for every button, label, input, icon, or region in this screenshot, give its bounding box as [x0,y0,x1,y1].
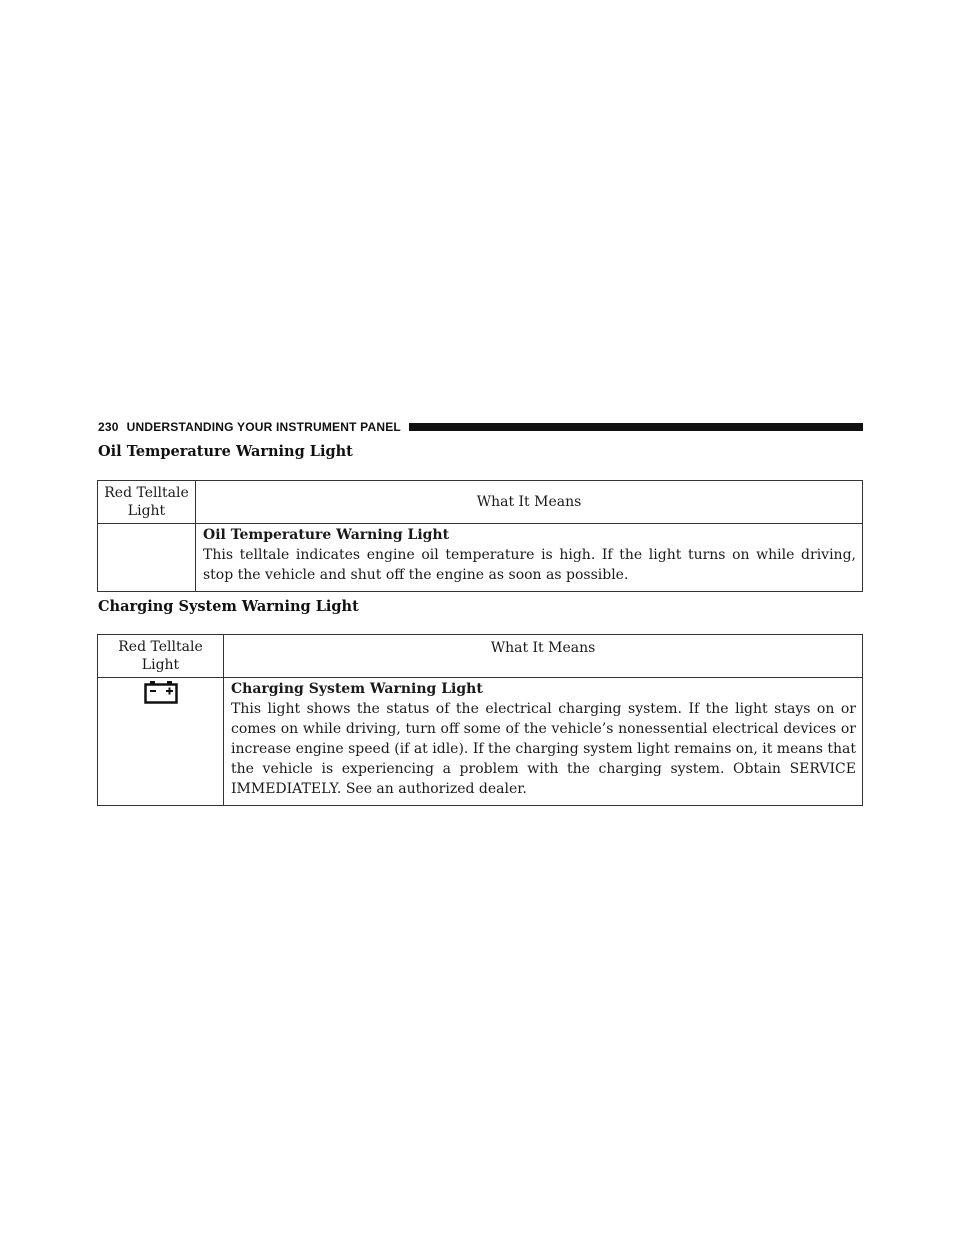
charging-system-table [97,634,863,806]
row-title: Oil Temperature Warning Light [203,527,450,543]
table-header-row [98,481,863,524]
oil-temperature-table [97,480,863,592]
row-text: This telltale indicates engine oil temperature is high. If the light turns on while driving, stop the vehicle and shut off the engine as soon as possible. [203,547,856,583]
section-title-charging-system: Charging System Warning Light [98,598,359,615]
battery-icon [143,679,179,705]
page-header [98,419,863,435]
column-header-telltale: Red Telltale Light [98,481,196,524]
section-heading: UNDERSTANDING YOUR INSTRUMENT PANEL [126,420,401,434]
table-header-row [98,635,863,678]
table-row [98,678,863,806]
section-title-oil-temperature: Oil Temperature Warning Light [98,443,353,460]
header-rule [409,423,863,431]
row-title: Charging System Warning Light [231,681,483,697]
column-header-meaning: What It Means [224,635,863,678]
telltale-icon-cell [98,524,196,592]
telltale-icon-cell [98,678,224,806]
column-header-meaning: What It Means [196,481,863,524]
meaning-cell [224,678,863,806]
column-header-telltale: Red Telltale Light [98,635,224,678]
table-row [98,524,863,592]
row-text: This light shows the status of the electrical charging system. If the light stays on or comes on while driving, turn off some of the vehicle’s nonessential electrical devices or increase engine speed (if at idle). If the charging system light remains on, it means that the vehicle is experiencing a problem with the charging system. Obtain SERVICE IMMEDIATELY. See an authorized dealer. [231,701,856,797]
page-number: 230 [98,420,119,434]
meaning-cell [196,524,863,592]
